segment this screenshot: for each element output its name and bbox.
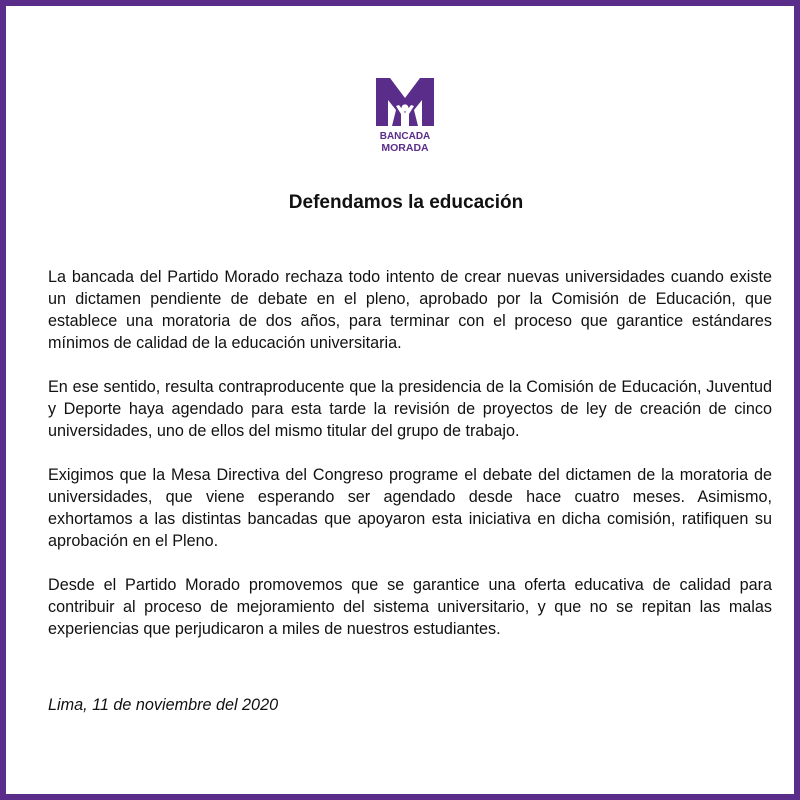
paragraph: Exigimos que la Mesa Directiva del Congreso programe el debate del dictamen de la moratoria de universidades, que viene esperando ser agendado desde hace cuatro meses. Asimismo, exhortamos a las distintas bancadas que apoyaron esta iniciativa en dicha comisión, ratifiquen su aprobación en el Pleno. — [48, 466, 772, 550]
document-body — [48, 266, 772, 662]
paragraph: La bancada del Partido Morado rechaza todo intento de crear nuevas universidades cuando existe un dictamen pendiente de debate en el pleno, aprobado por la Comisión de Educación, que establece una moratoria de dos años, para terminar con el proceso que garantice estándares mínimos de calidad de la educación universitaria. — [48, 268, 772, 352]
bancada-morada-logo — [374, 76, 436, 154]
paragraph: En ese sentido, resulta contraproducente que la presidencia de la Comisión de Educación, Juventud y Deporte haya agendado para esta tarde la revisión de proyectos de ley de creación de cinco universidades, uno de ellos del mismo titular del grupo de trabajo. — [48, 378, 772, 440]
document-title: Defendamos la educación — [288, 192, 524, 213]
logo-text-line1: BANCADA — [379, 131, 431, 142]
date-signature: Lima, 11 de noviembre del 2020 — [48, 696, 279, 714]
logo-text-line2: MORADA — [381, 142, 429, 154]
paragraph: Desde el Partido Morado promovemos que se garantice una oferta educativa de calidad para contribuir al proceso de mejoramiento del sistema universitario, y que no se repitan las malas experiencias que perjudicaron a miles de nuestros estudiantes. — [48, 576, 772, 638]
